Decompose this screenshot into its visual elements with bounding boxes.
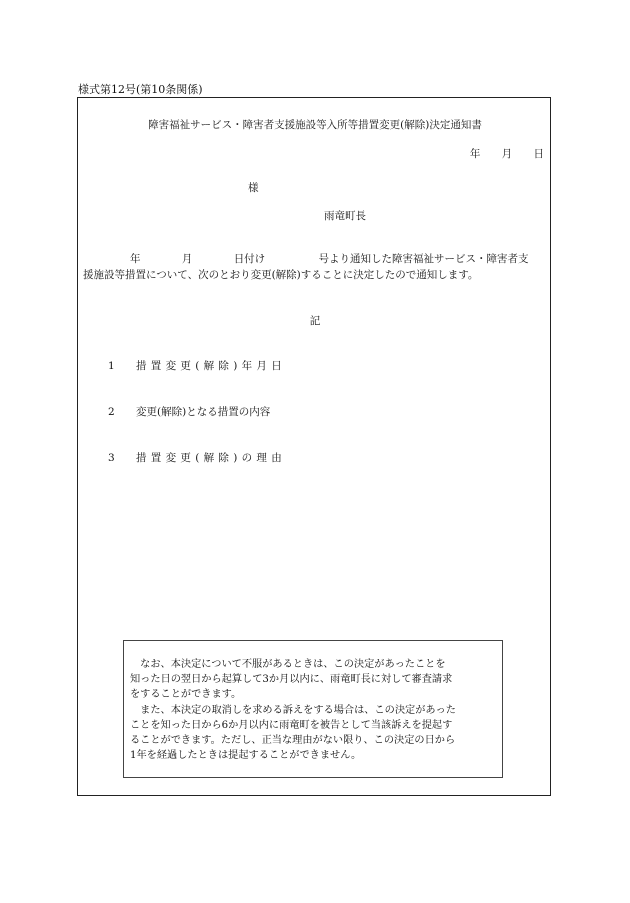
item-label: 措置変更(解除)年月日 [136,360,286,372]
item-label: 変更(解除)となる措置の内容 [136,406,271,418]
document-title: 障害福祉サービス・障害者支援施設等入所等措置変更(解除)決定通知書 [148,119,482,131]
issuer-name: 雨竜町長 [324,210,366,222]
item-number: 3 [108,452,115,464]
body-line-2: 援施設等措置について、次のとおり変更(解除)することに決定したので通知します。 [83,269,479,281]
item-number: 2 [108,406,115,418]
form-number: 様式第12号(第10条関係) [78,83,203,96]
notice-line: 知った日の翌日から起算して3か月以内に、雨竜町長に対して審査請求 [130,674,453,686]
date-day-label: 日 [533,148,544,160]
notice-line: また、本決定の取消しを求める訴えをする場合は、この決定があった [130,704,456,716]
item-label: 措置変更(解除)の理由 [136,452,286,464]
body-month-label: 月 [181,253,193,265]
date-year-label: 年 [469,148,481,160]
notice-line: ることができます。ただし、正当な理由がない限り、この決定の日から [130,735,456,747]
list-item [108,358,286,373]
list-item [108,404,270,419]
notice-line: ことを知った日から6か月以内に雨竜町を被告として当該訴えを提起す [130,719,453,731]
body-year-label: 年 [130,253,141,265]
heading-ki: 記 [309,315,321,327]
notice-line: 1年を経過したときは提起することができません。 [130,750,362,762]
date-month-label: 月 [501,148,513,160]
notice-line: をすることができます。 [130,689,242,701]
appeal-notice-box [123,640,503,778]
list-item [108,450,286,465]
addressee-suffix: 様 [248,182,259,194]
body-number-text: 号より通知した障害福祉サービス・障害者支 [318,253,529,265]
issue-date [470,146,544,161]
item-number: 1 [108,360,115,372]
body-day-label: 日付け [233,253,266,265]
body-line-1 [130,251,529,266]
notice-line: なお、本決定について不服があるときは、この決定があったことを [130,659,446,670]
